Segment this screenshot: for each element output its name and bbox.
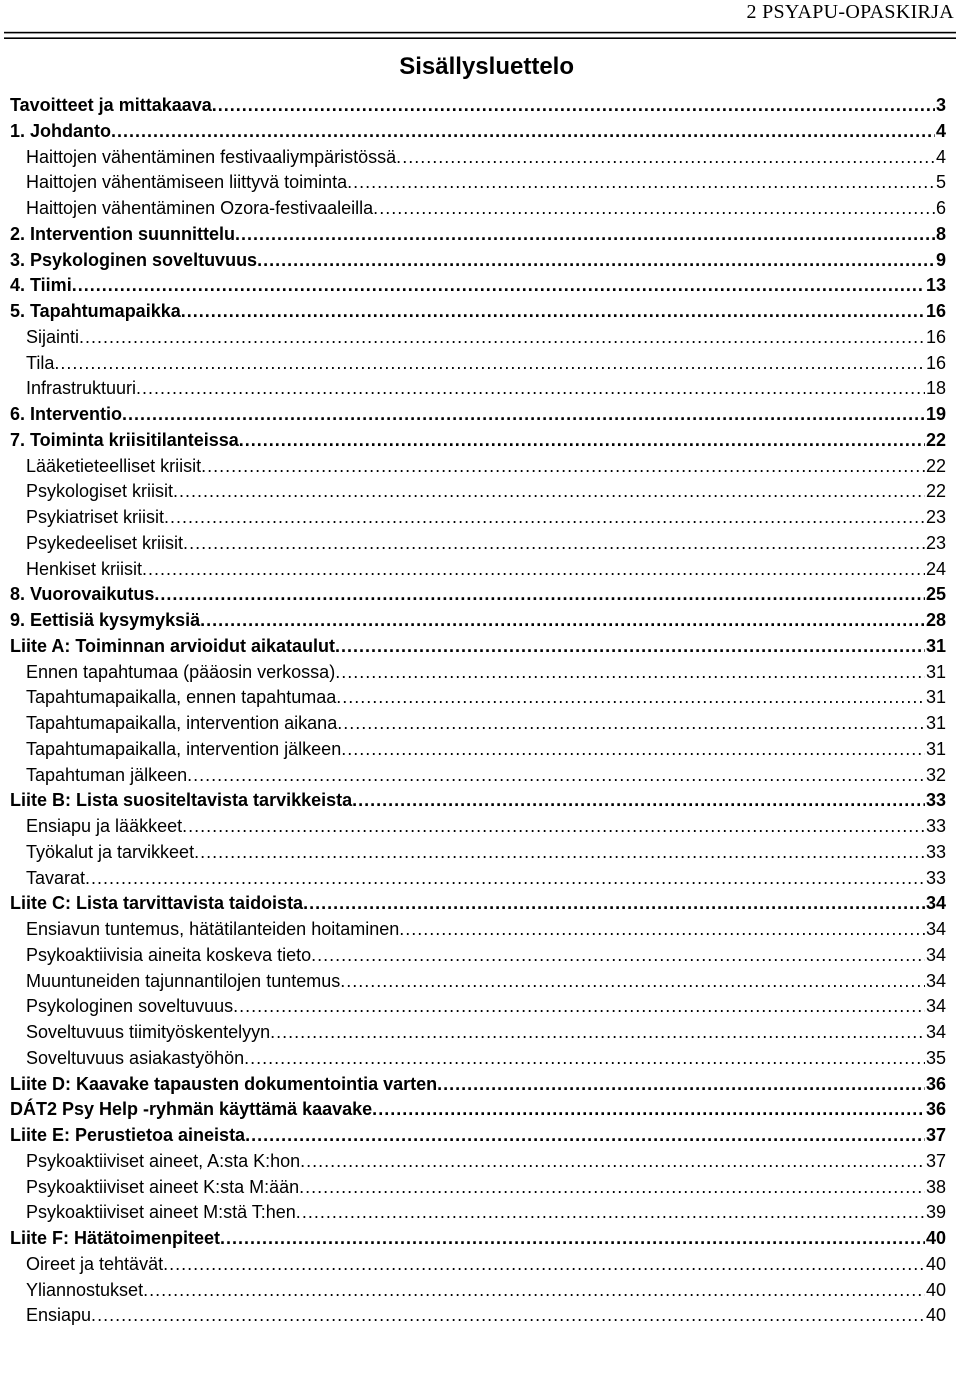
toc-entry-label: Muuntuneiden tajunnantilojen tuntemus. [26, 970, 346, 991]
toc-entry-label: Psykologinen soveltuvuus. [26, 996, 239, 1017]
toc-entry[interactable] [10, 994, 946, 1020]
toc-entry-label: 5. Tapahtumapaikka. [10, 301, 186, 321]
toc-page-number: 3 [935, 95, 946, 115]
toc-page-number: 22 [925, 455, 946, 476]
toc-entry-label: Liite B: Lista suositeltavista tarvikkeista. [10, 790, 358, 811]
toc-dot-leader [346, 969, 925, 995]
toc-entry[interactable] [10, 1123, 946, 1149]
toc-page-number: 31 [925, 738, 946, 759]
toc-entry[interactable] [10, 608, 946, 634]
toc-dot-leader [402, 145, 935, 171]
toc-entry-label: Soveltuvuus tiimityöskentelyyn. [26, 1022, 276, 1042]
toc-entry-label: Tapahtumapaikalla, intervention aikana. [26, 713, 343, 733]
toc-entry[interactable] [10, 1020, 946, 1046]
toc-entry-label: Sijainti. [26, 326, 85, 347]
toc-entry[interactable] [10, 145, 946, 171]
toc-entry-label: Liite E: Perustietoa aineista. [10, 1125, 251, 1145]
toc-entry-label: Liite C: Lista tarvittavista taidoista. [10, 893, 309, 914]
toc-entry[interactable] [10, 1303, 946, 1329]
toc-dot-leader [443, 1072, 925, 1098]
toc-dot-leader [358, 788, 925, 814]
toc-entry[interactable] [10, 943, 946, 969]
toc-page-number: 25 [925, 584, 946, 605]
toc-page-number: 5 [935, 172, 946, 193]
toc-dot-leader [128, 402, 925, 428]
toc-entry-label: Ensiavun tuntemus, hätätilanteiden hoitaminen. [26, 919, 405, 939]
toc-page-number: 24 [925, 558, 946, 579]
toc-entry[interactable] [10, 788, 946, 814]
toc-dot-leader [251, 1123, 925, 1149]
toc-page-number: 31 [925, 687, 946, 708]
toc-dot-leader [341, 634, 925, 660]
toc-dot-leader [263, 248, 935, 274]
toc-page-number: 40 [925, 1228, 946, 1248]
toc-entry-label: Psykoaktiiviset aineet K:sta M:ään. [26, 1176, 305, 1197]
toc-entry[interactable] [10, 376, 946, 402]
toc-dot-leader [218, 93, 935, 119]
toc-entry-label: Tapahtuman jälkeen. [26, 764, 193, 785]
toc-page-number: 16 [925, 352, 946, 373]
toc-entry[interactable] [10, 454, 946, 480]
toc-entry[interactable] [10, 479, 946, 505]
toc-entry[interactable] [10, 891, 946, 917]
toc-entry-label: Yliannostukset. [26, 1279, 149, 1300]
toc-entry[interactable] [10, 196, 946, 222]
toc-dot-leader [276, 1020, 925, 1046]
toc-dot-leader [353, 170, 935, 196]
toc-dot-leader [206, 608, 925, 634]
toc-page-number: 34 [925, 1022, 946, 1042]
toc-page-number: 4 [935, 146, 946, 167]
toc-page-number: 31 [925, 713, 946, 733]
toc-entry[interactable] [10, 711, 946, 737]
toc-entry[interactable] [10, 660, 946, 686]
toc-page-number: 9 [935, 249, 946, 270]
toc-page-number: 33 [925, 867, 946, 888]
toc-page-number: 34 [925, 919, 946, 939]
toc-page-number: 36 [925, 1073, 946, 1094]
toc-entry[interactable] [10, 428, 946, 454]
toc-page-number: 16 [925, 326, 946, 347]
toc-dot-leader [306, 1149, 925, 1175]
toc-page-number: 32 [925, 764, 946, 785]
toc-entry-label: DÁT2 Psy Help -ryhmän käyttämä kaavake. [10, 1099, 378, 1120]
toc-page-number: 6 [935, 198, 946, 218]
toc-dot-leader [117, 119, 935, 145]
toc-entry[interactable] [10, 273, 946, 299]
toc-entry-label: Henkiset kriisit. [26, 558, 148, 579]
toc-dot-leader [241, 222, 935, 248]
toc-entry-label: 6. Interventio. [10, 404, 128, 424]
toc-entry[interactable] [10, 248, 946, 274]
toc-dot-leader [188, 814, 925, 840]
toc-entry[interactable] [10, 917, 946, 943]
toc-entry[interactable] [10, 1149, 946, 1175]
toc-page-number: 19 [925, 404, 946, 424]
toc-page-number: 33 [925, 790, 946, 811]
toc-entry-label: Liite A: Toiminnan arvioidut aikataulut. [10, 635, 341, 656]
toc-dot-leader [97, 1303, 925, 1329]
toc-entry-label: Psykedeeliset kriisit. [26, 532, 189, 553]
toc-entry-label: Soveltuvuus asiakastyöhön. [26, 1047, 250, 1068]
toc-dot-leader [305, 1175, 925, 1201]
toc-entry[interactable] [10, 685, 946, 711]
toc-entry[interactable] [10, 840, 946, 866]
toc-dot-leader [302, 1200, 925, 1226]
toc-dot-leader [309, 891, 925, 917]
toc-entry[interactable] [10, 737, 946, 763]
toc-page-number: 35 [925, 1047, 946, 1068]
toc-dot-leader [405, 917, 925, 943]
toc-dot-leader [149, 1278, 925, 1304]
toc-dot-leader [193, 763, 925, 789]
toc-entry-label: Tapahtumapaikalla, ennen tapahtumaa. [26, 687, 342, 708]
toc-entry-label: Liite F: Hätätoimenpiteet. [10, 1228, 226, 1248]
toc-entry[interactable] [10, 814, 946, 840]
toc-page-number: 40 [925, 1253, 946, 1274]
toc-entry[interactable] [10, 1226, 946, 1252]
toc-dot-leader [169, 1252, 925, 1278]
toc-page-number: 33 [925, 841, 946, 862]
toc-entry[interactable] [10, 1097, 946, 1123]
toc-entry-label: Haittojen vähentäminen Ozora-festivaaleilla. [26, 198, 379, 218]
toc-dot-leader [250, 1046, 925, 1072]
toc-page-number: 8 [935, 223, 946, 244]
toc-entry-label: Tapahtumapaikalla, intervention jälkeen. [26, 738, 347, 759]
toc-entry-label: 3. Psykologinen soveltuvuus. [10, 249, 263, 270]
toc-dot-leader [187, 299, 925, 325]
running-header: 2 PSYAPU-OPASKIRJA [746, 1, 954, 23]
toc-page-number: 23 [925, 532, 946, 553]
toc-dot-leader [200, 840, 925, 866]
toc-entry[interactable] [10, 866, 946, 892]
toc-page-number: 34 [925, 944, 946, 965]
toc-entry[interactable] [10, 1252, 946, 1278]
toc-dot-leader [179, 479, 925, 505]
toc-entry-label: 4. Tiimi. [10, 275, 77, 296]
toc-page-number: 22 [925, 429, 946, 450]
toc-entry-label: 9. Eettisiä kysymyksiä. [10, 610, 206, 630]
toc-entry-label: Liite D: Kaavake tapausten dokumentointia varten. [10, 1073, 443, 1094]
toc-entry[interactable] [10, 531, 946, 557]
toc-page-number: 34 [925, 970, 946, 991]
toc-entry[interactable] [10, 222, 946, 248]
toc-entry-label: Psykologiset kriisit. [26, 481, 179, 502]
toc-page-number: 40 [925, 1305, 946, 1326]
page-title: Sisällysluettelo [399, 53, 574, 80]
toc-entry[interactable] [10, 557, 946, 583]
toc-page-number: 22 [925, 481, 946, 502]
toc-dot-leader [60, 351, 925, 377]
toc-entry-label: Psykoaktiivisia aineita koskeva tieto. [26, 944, 317, 965]
toc-entry-label: Ennen tapahtumaa (pääosin verkossa). [26, 661, 341, 682]
toc-page-number: 23 [925, 507, 946, 527]
toc-entry-label: Tavarat. [26, 867, 91, 888]
rule-line-top [4, 32, 956, 35]
toc-dot-leader [317, 943, 925, 969]
toc-dot-leader [85, 325, 925, 351]
toc-entry[interactable] [10, 763, 946, 789]
toc-page-number: 37 [925, 1125, 946, 1145]
toc-page-number: 38 [925, 1176, 946, 1197]
toc-dot-leader [170, 505, 925, 531]
toc-dot-leader [207, 454, 925, 480]
toc-entry-label: Ensiapu. [26, 1305, 97, 1326]
toc-entry-label: Infrastruktuuri. [26, 378, 142, 399]
toc-entry[interactable] [10, 1072, 946, 1098]
table-of-contents [10, 93, 946, 1329]
toc-page-number: 4 [935, 120, 946, 141]
toc-entry[interactable] [10, 351, 946, 377]
toc-entry-label: 1. Johdanto. [10, 120, 117, 141]
toc-entry[interactable] [10, 505, 946, 531]
toc-entry-label: Oireet ja tehtävät. [26, 1253, 169, 1274]
toc-page-number: 31 [925, 635, 946, 656]
toc-entry[interactable] [10, 325, 946, 351]
toc-page-number: 36 [925, 1099, 946, 1120]
toc-entry[interactable] [10, 969, 946, 995]
toc-entry-label: Haittojen vähentäminen festivaaliympäristössä. [26, 146, 402, 167]
toc-dot-leader [342, 685, 925, 711]
toc-entry-label: Haittojen vähentämiseen liittyvä toiminta. [26, 172, 353, 193]
toc-page-number: 34 [925, 893, 946, 914]
toc-entry-label: 8. Vuorovaikutus. [10, 584, 160, 605]
toc-entry-label: Psykoaktiiviset aineet M:stä T:hen. [26, 1202, 301, 1223]
toc-dot-leader [142, 376, 925, 402]
toc-dot-leader [78, 273, 925, 299]
toc-entry-label: Psykoaktiiviset aineet, A:sta K:hon. [26, 1150, 306, 1171]
toc-entry-label: Tavoitteet ja mittakaava. [10, 95, 217, 115]
toc-entry-label: Työkalut ja tarvikkeet. [26, 841, 200, 862]
toc-dot-leader [245, 428, 925, 454]
toc-page-number: 28 [925, 610, 946, 630]
toc-entry-label: Psykiatriset kriisit. [26, 507, 170, 527]
toc-dot-leader [341, 660, 925, 686]
toc-page-number: 34 [925, 996, 946, 1017]
toc-page-number: 31 [925, 661, 946, 682]
toc-page-number: 33 [925, 816, 946, 836]
toc-entry[interactable] [10, 299, 946, 325]
toc-entry[interactable] [10, 1200, 946, 1226]
toc-dot-leader [239, 994, 925, 1020]
toc-dot-leader [160, 582, 925, 608]
toc-dot-leader [347, 737, 925, 763]
toc-page-number: 39 [925, 1202, 946, 1223]
toc-page-number: 37 [925, 1150, 946, 1171]
toc-dot-leader [379, 196, 935, 222]
toc-entry[interactable] [10, 402, 946, 428]
toc-page-number: 16 [925, 301, 946, 321]
toc-entry-label: Ensiapu ja lääkkeet. [26, 816, 188, 836]
toc-entry[interactable] [10, 1175, 946, 1201]
toc-entry-label: 2. Intervention suunnittelu. [10, 223, 241, 244]
toc-entry[interactable] [10, 634, 946, 660]
toc-entry-label: Tila. [26, 352, 60, 373]
toc-dot-leader [378, 1097, 925, 1123]
toc-dot-leader [91, 866, 925, 892]
toc-dot-leader [226, 1226, 925, 1252]
toc-page-number: 18 [925, 378, 946, 399]
toc-entry[interactable] [10, 119, 946, 145]
toc-page-number: 40 [925, 1279, 946, 1300]
toc-entry[interactable] [10, 1046, 946, 1072]
toc-entry-label: 7. Toiminta kriisitilanteissa. [10, 429, 244, 450]
rule-line-bottom [4, 37, 956, 39]
toc-entry[interactable] [10, 582, 946, 608]
toc-dot-leader [148, 557, 925, 583]
toc-dot-leader [343, 711, 925, 737]
toc-entry[interactable] [10, 93, 946, 119]
toc-page-number: 13 [925, 275, 946, 296]
toc-dot-leader [189, 531, 925, 557]
toc-entry-label: Lääketieteelliset kriisit. [26, 455, 207, 476]
toc-entry[interactable] [10, 1278, 946, 1304]
double-rule-divider [4, 31, 956, 39]
toc-entry[interactable] [10, 170, 946, 196]
